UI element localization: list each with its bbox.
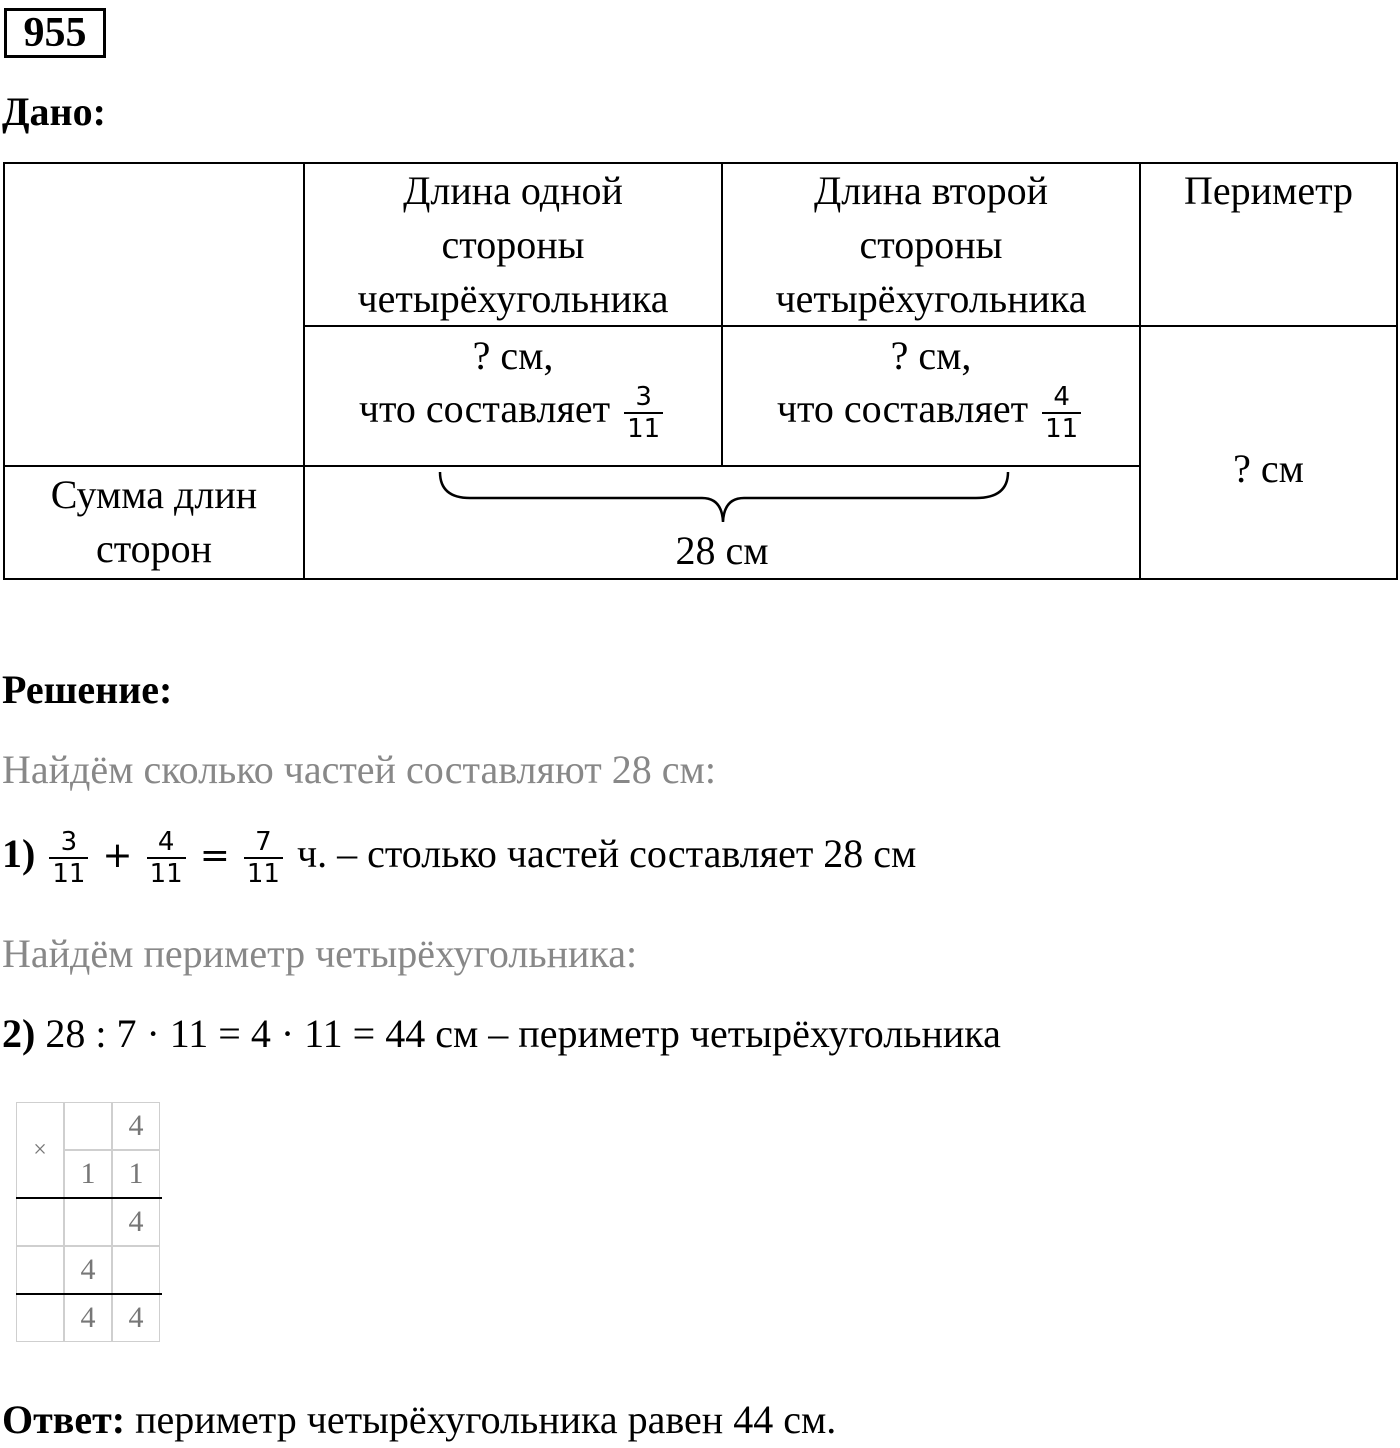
- sum-value: 28 см: [675, 528, 769, 573]
- step1-fraction-result: $\frac{7}{11}$: [244, 827, 283, 889]
- header-perimeter-line1: Периметр: [1183, 168, 1354, 213]
- first-side-text: что составляет: [358, 386, 611, 432]
- multiply-sign-icon: ×: [16, 1102, 64, 1198]
- answer: [2, 1392, 836, 1448]
- header-first-side-line3: четырёхугольника: [357, 276, 669, 321]
- plus-sign: +: [102, 835, 133, 876]
- grid-cell: [112, 1246, 160, 1294]
- column-multiplication: [16, 1102, 162, 1346]
- grid-rule: [16, 1197, 162, 1199]
- row-label-line1: Сумма длин: [50, 472, 258, 517]
- grid-cell: 4: [112, 1294, 160, 1342]
- header-second-side-line2: стороны: [859, 222, 1003, 267]
- grid-cell: 1: [64, 1150, 112, 1198]
- second-side-value: [723, 330, 1139, 444]
- header-first-side-line2: стороны: [441, 222, 585, 267]
- grid-rule: [16, 1293, 162, 1295]
- grid-cell: [64, 1102, 112, 1150]
- header-perimeter: [1141, 164, 1396, 218]
- second-side-text: что составляет: [776, 386, 1029, 432]
- second-side-unknown: ? см,: [890, 333, 972, 378]
- given-heading: Дано:: [2, 89, 106, 134]
- step1-comment: Найдём сколько частей составляют 28 см:: [2, 747, 716, 792]
- equals-sign: =: [199, 835, 230, 876]
- second-side-fraction: $\frac{4}{11}$: [1042, 382, 1081, 444]
- header-first-side: [305, 164, 721, 326]
- grid-cell: 1: [112, 1150, 160, 1198]
- answer-label: Ответ:: [2, 1397, 126, 1442]
- grid-cell: 4: [64, 1294, 112, 1342]
- grid-cell: 4: [112, 1198, 160, 1246]
- grid-cell: [16, 1294, 64, 1342]
- problem-number: 955: [4, 8, 106, 58]
- grid-cell: 4: [112, 1102, 160, 1150]
- step2-label: 2): [2, 1011, 36, 1056]
- header-second-side-line3: четырёхугольника: [775, 276, 1087, 321]
- first-side-fraction: $\frac{3}{11}$: [624, 382, 663, 444]
- step2-comment: Найдём периметр четырёхугольника:: [2, 931, 638, 976]
- given-table: [0, 0, 1400, 600]
- step2-text: 28 : 7 · 11 = 4 · 11 = 44 см – периметр четырёхугольника: [45, 1011, 1001, 1056]
- first-side-value: [305, 330, 721, 444]
- step1-text: ч. – столько частей составляет 28 см: [296, 831, 917, 876]
- grid-cell: [16, 1246, 64, 1294]
- first-side-unknown: ? см,: [472, 333, 554, 378]
- step1-fraction-b: $\frac{4}{11}$: [147, 827, 186, 889]
- step1: [2, 826, 916, 889]
- solution-heading: Решение:: [2, 667, 173, 712]
- header-second-side-line1: Длина второй: [813, 168, 1049, 213]
- answer-text: периметр четырёхугольника равен 44 см.: [135, 1397, 837, 1442]
- grid-cell: [64, 1198, 112, 1246]
- step1-label: 1): [2, 831, 36, 876]
- header-first-side-line1: Длина одной: [403, 168, 623, 213]
- step1-fraction-a: $\frac{3}{11}$: [49, 827, 88, 889]
- row-label-sum: [5, 468, 303, 576]
- header-second-side: [723, 164, 1139, 326]
- perimeter-value: ? см: [1233, 446, 1304, 491]
- grid-cell: 4: [64, 1246, 112, 1294]
- step2: [2, 1006, 1001, 1062]
- row-label-line2: сторон: [95, 526, 213, 571]
- curly-brace-icon: [430, 468, 1020, 528]
- grid-cell: [16, 1198, 64, 1246]
